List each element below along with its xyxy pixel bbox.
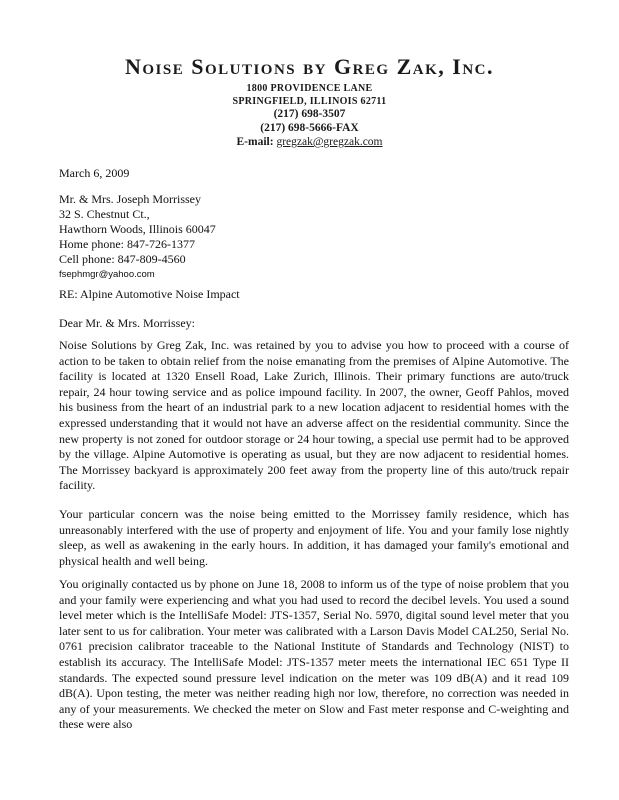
letterhead-company-name: Noise Solutions by Greg Zak, Inc.: [124, 54, 495, 79]
body-paragraph-2: Your particular concern was the noise being emitted to the Morrissey family residence, which has unreasonably interfered with the use of property and enjoyment of life. You and your family lose nightly sleep, as well as awakening in the early hours. In addition, it has damaged your family's emotional and physical health and well being.: [59, 507, 569, 568]
recipient-city: Hawthorn Woods, Illinois 60047: [59, 222, 216, 236]
recipient-name: Mr. & Mrs. Joseph Morrissey: [59, 192, 202, 206]
letterhead-email-link[interactable]: gregzak@gregzak.com: [276, 136, 383, 148]
recipient-cell-phone: Cell phone: 847-809-4560: [59, 252, 186, 266]
letterhead-fax: (217) 698-5666-FAX: [260, 122, 359, 134]
letterhead-email-label: E-mail:: [236, 136, 274, 148]
letterhead-city: SPRINGFIELD, ILLINOIS 62711: [232, 96, 387, 107]
letterhead-address: 1800 PROVIDENCE LANE: [246, 83, 373, 94]
letterhead-phone: (217) 698-3507: [273, 108, 346, 120]
letter-date: March 6, 2009: [59, 166, 130, 180]
recipient-home-phone: Home phone: 847-726-1377: [59, 237, 195, 251]
letterhead-email-line: [0, 136, 619, 149]
recipient-block: [59, 192, 216, 282]
recipient-email[interactable]: fsephmgr@yahoo.com: [59, 269, 155, 280]
body-paragraph-3: You originally contacted us by phone on June 18, 2008 to inform us of the type of noise problem that you and your family were experiencing and what you had used to record the decibel levels. You used a sound level meter which is the IntelliSafe Model: JTS-1357, Serial No. 5970, digital sound level meter that you later sent to us for calibration. Your meter was calibrated with a Larson Davis Model CAL250, Serial No. 0761 precision calibrator traceable to the National Institute of Standards and Technology (NIST) to establish its accuracy. The IntelliSafe Model: JTS-1357 meter meets the international IEC 651 Type II standards. The expected sound pressure level indication on the meter was 109 dB(A) and it read 109 dB(A). Upon testing, the meter was neither reading high nor low, therefore, no correction was needed in any of your measurements. We checked the meter on Slow and Fast meter response and C-weighting and these were also: [59, 577, 569, 732]
re-line: RE: Alpine Automotive Noise Impact: [59, 287, 240, 301]
salutation: Dear Mr. & Mrs. Morrissey:: [59, 316, 195, 330]
body-paragraph-1: Noise Solutions by Greg Zak, Inc. was retained by you to advise you how to proceed with a course of action to be taken to obtain relief from the noise emanating from the premises of Alpine Automotive. The facility is located at 1320 Ensell Road, Lake Zurich, Illinois. Their primary functions are auto/truck repair, 24 hour towing service and as police impound facility. In 2007, the owner, Geoff Pahlos, moved his business from the heart of an industrial park to a new location adjacent to residential homes with the expressed understanding that it would not have an adverse affect on the residential community. Since the new property is not zoned for outdoor storage or 24 hour towing, a special use permit had to be approved by the village. Alpine Automotive is operating as usual, but they are now adjacent to residential homes. The Morrissey backyard is approximately 200 feet away from the property line of this auto/truck repair facility.: [59, 338, 569, 493]
recipient-street: 32 S. Chestnut Ct.,: [59, 207, 150, 221]
